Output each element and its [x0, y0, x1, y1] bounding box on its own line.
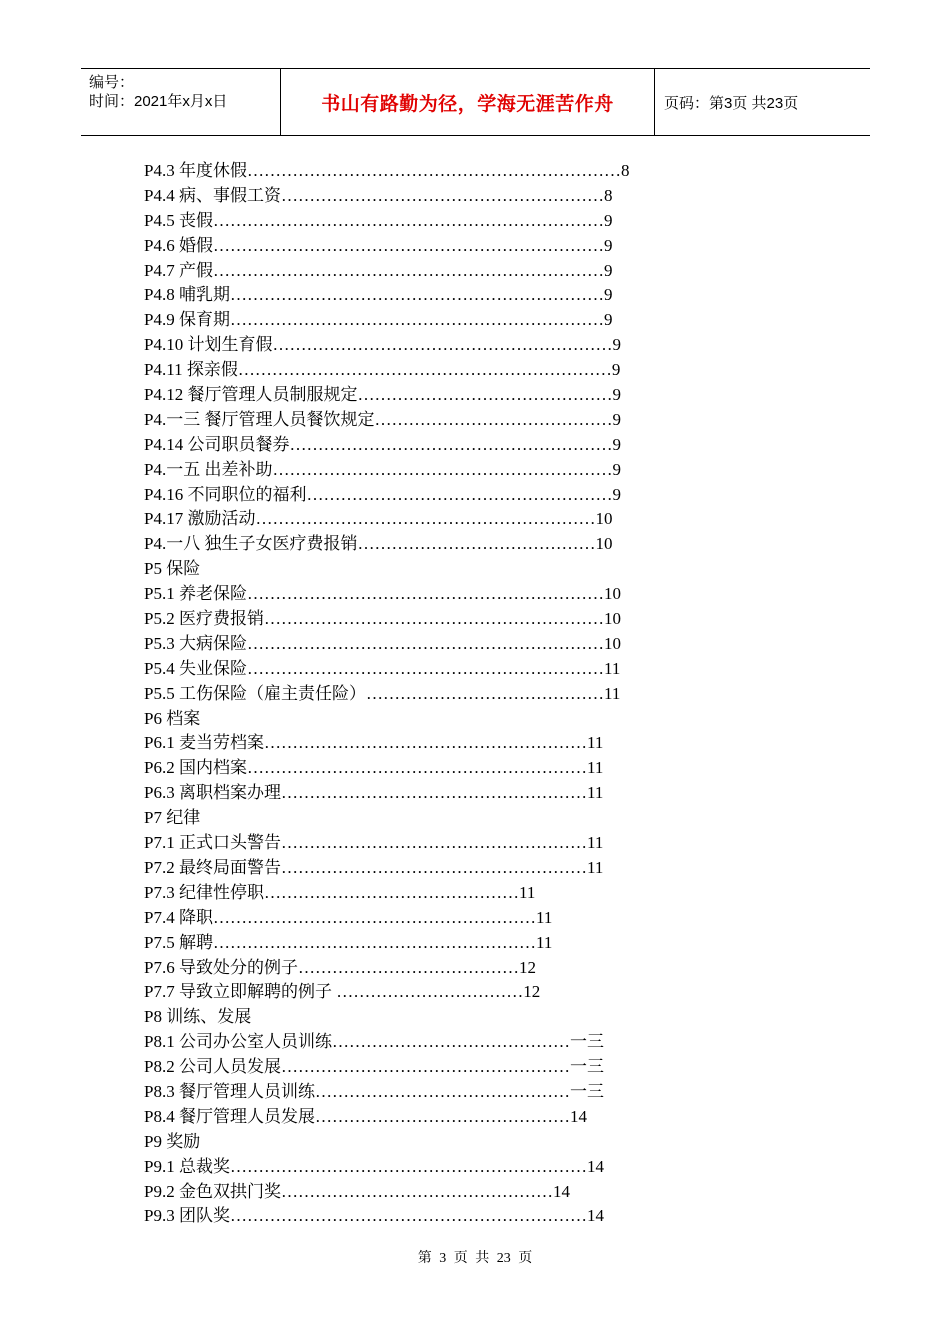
toc-entry: P4.5 丧假……………………………………………………………9 [144, 210, 613, 230]
toc-entry: P4.一三 餐厅管理人员餐饮规定……………………………………9 [144, 409, 621, 429]
toc-entry: P5.1 养老保险………………………………………………………10 [144, 584, 621, 604]
toc-entry: P7.4 降职…………………………………………………11 [144, 907, 553, 927]
number-label: 编号： [89, 74, 135, 91]
toc-entry: P4.17 激励活动……………………………………………………10 [144, 509, 613, 529]
toc-entry: P4.9 保育期…………………………………………………………9 [144, 310, 613, 330]
toc-entry: P4.7 产假……………………………………………………………9 [144, 260, 613, 280]
header-meta [81, 69, 281, 135]
motto: 书山有路勤为径，学海无涯苦作舟 [281, 69, 655, 135]
toc-entry: P9 奖励 [144, 1131, 201, 1151]
toc-entry: P5.5 工伤保险（雇主责任险）……………………………………11 [144, 683, 621, 703]
toc-entry: P4.一五 出差补助……………………………………………………9 [144, 459, 621, 479]
toc-entry: P4.16 不同职位的福利………………………………………………9 [144, 484, 621, 504]
toc-entry: P7.5 解聘…………………………………………………11 [144, 932, 553, 952]
toc-entry: P8 训练、发展 [144, 1007, 252, 1027]
page-header [81, 68, 870, 136]
toc-entry: P4.14 公司职员餐券…………………………………………………9 [144, 434, 621, 454]
toc-entry: P4.6 婚假……………………………………………………………9 [144, 235, 613, 255]
page-footer: 第 3 页 共 23 页 [417, 1251, 533, 1266]
toc-entry: P5.2 医疗费报销……………………………………………………10 [144, 609, 621, 629]
toc-entry: P4.一八 独生子女医疗费报销……………………………………10 [144, 534, 613, 554]
toc-entry: P7.7 导致立即解聘的例子 ……………………………12 [144, 982, 541, 1002]
toc-entry: P6.2 国内档案……………………………………………………11 [144, 758, 604, 778]
toc-entry: P5 保险 [144, 559, 201, 579]
toc-entry: P6.1 麦当劳档案…………………………………………………11 [144, 733, 604, 753]
toc-entry: P4.12 餐厅管理人员制服规定………………………………………9 [144, 385, 621, 405]
toc-entry: P8.2 公司人员发展……………………………………………一三 [144, 1057, 604, 1077]
toc-entry: P4.8 哺乳期…………………………………………………………9 [144, 285, 613, 305]
toc-entry: P7.2 最终局面警告………………………………………………11 [144, 857, 604, 877]
toc-entry: P5.4 失业保险………………………………………………………11 [144, 658, 621, 678]
toc-entry: P8.3 餐厅管理人员训练………………………………………一三 [144, 1081, 604, 1101]
toc-entry: P7.1 正式口头警告………………………………………………11 [144, 833, 604, 853]
toc-entry: P4.10 计划生育假……………………………………………………9 [144, 335, 621, 355]
time-label: 时间：2021年x月x日 [89, 93, 228, 110]
toc-entry: P4.4 病、事假工资…………………………………………………8 [144, 185, 613, 205]
toc-entry: P9.2 金色双拱门奖…………………………………………14 [144, 1181, 570, 1201]
toc-entry: P8.1 公司办公室人员训练……………………………………一三 [144, 1032, 604, 1052]
page-info: 页码：第3页 共23页 [664, 94, 799, 112]
toc-entry: P9.1 总裁奖………………………………………………………14 [144, 1156, 604, 1176]
toc-entry: P6 档案 [144, 708, 201, 728]
toc-entry: P8.4 餐厅管理人员发展………………………………………14 [144, 1106, 587, 1126]
toc-entry: P9.3 团队奖………………………………………………………14 [144, 1206, 604, 1226]
toc-entry: P7 纪律 [144, 808, 201, 828]
toc-entry: P7.6 导致处分的例子…………………………………12 [144, 957, 536, 977]
table-of-contents [144, 159, 744, 1229]
toc-entry: P4.3 年度休假…………………………………………………………8 [144, 161, 630, 180]
toc-entry: P6.3 离职档案办理………………………………………………11 [144, 783, 604, 803]
toc-entry: P4.11 探亲假…………………………………………………………9 [144, 360, 621, 380]
toc-entry: P5.3 大病保险………………………………………………………10 [144, 633, 621, 653]
toc-entry: P7.3 纪律性停职………………………………………11 [144, 882, 536, 902]
